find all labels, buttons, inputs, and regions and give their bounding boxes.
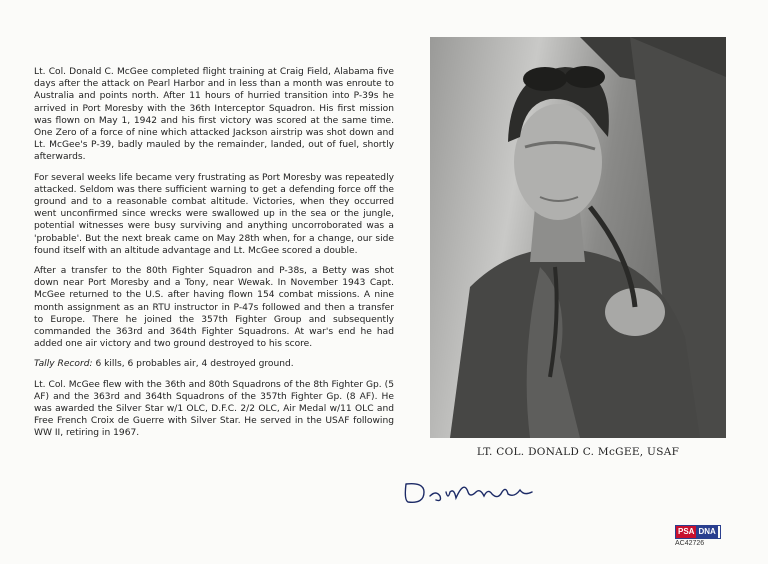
tally-record-value: 6 kills, 6 probables air, 4 destroyed ground. [92,359,294,370]
biography-paragraph-2: For several weeks life became very frustrating as Port Moresby was repeatedly attacked. Seldom was there sufficient warning to get a defending force off the ground and to a reasonable combat altitude. Victories, when they occurred went unconfirmed since wrecks were swallowed up in the sea or the jungle, potential witnesses were busy surviving and anything uncorroborated was a 'probable'. But the next break came on May 28th when, for a change, our side found itself with an altitude advantage and Lt. McGee scored a double. [34,172,394,256]
pilot-photo-illustration [430,37,726,438]
dna-logo-text: DNA [698,527,716,536]
psa-logo-text: PSA [678,527,695,536]
biography-text [34,66,394,448]
tally-record [34,358,394,370]
biography-paragraph-4: Lt. Col. McGee flew with the 36th and 80th Squadrons of the 8th Fighter Gp. (5 AF) and the 363rd and 364th Squadrons of the 357th Fighter Gp. (8 AF). He was awarded the Silver Star w/1 OLC, D.F.C. 2/2 OLC, Air Medal w/11 OLC and Free French Croix de Guerre with Silver Star. He served in the USAF following WW II, retiring in 1967. [34,379,394,439]
biography-paragraph-3: After a transfer to the 80th Fighter Squadron and P-38s, a Betty was shot down near Port Moresby and a Tony, near Wewak. In November 1943 Capt. McGee returned to the U.S. after having flown 154 combat missions. A nine month assignment as an RTU instructor in P-47s followed and then a transfer to Europe. There he joined the 357th Fighter Group and subsequently commanded the 363rd and 364th Fighter Squadrons. At war's end he had added one air victory and two ground destroyed to his score. [34,266,394,350]
tally-record-label: Tally Record: [34,359,93,370]
certificate-code: AC42726 [675,540,705,547]
pilot-photo [430,37,726,438]
autograph-signature [384,470,554,510]
psa-dna-logo [675,525,721,539]
photo-caption: LT. COL. DONALD C. McGEE, USAF [476,446,680,458]
biography-paragraph-1: Lt. Col. Donald C. McGee completed flight training at Craig Field, Alabama five days after the attack on Pearl Harbor and in less than a month was enroute to Australia and points north. After 11 hours of hurried transition into P-39s he arrived in Port Moresby with the 36th Interceptor Squadron. His first mission was flown on May 1, 1942 and his first victory was scored at the same time. One Zero of a force of nine which attacked Jackson airstrip was shot down and Lt. McGee's P-39, badly mauled by the remainder, landed, out of fuel, shortly afterwards. [34,67,394,163]
